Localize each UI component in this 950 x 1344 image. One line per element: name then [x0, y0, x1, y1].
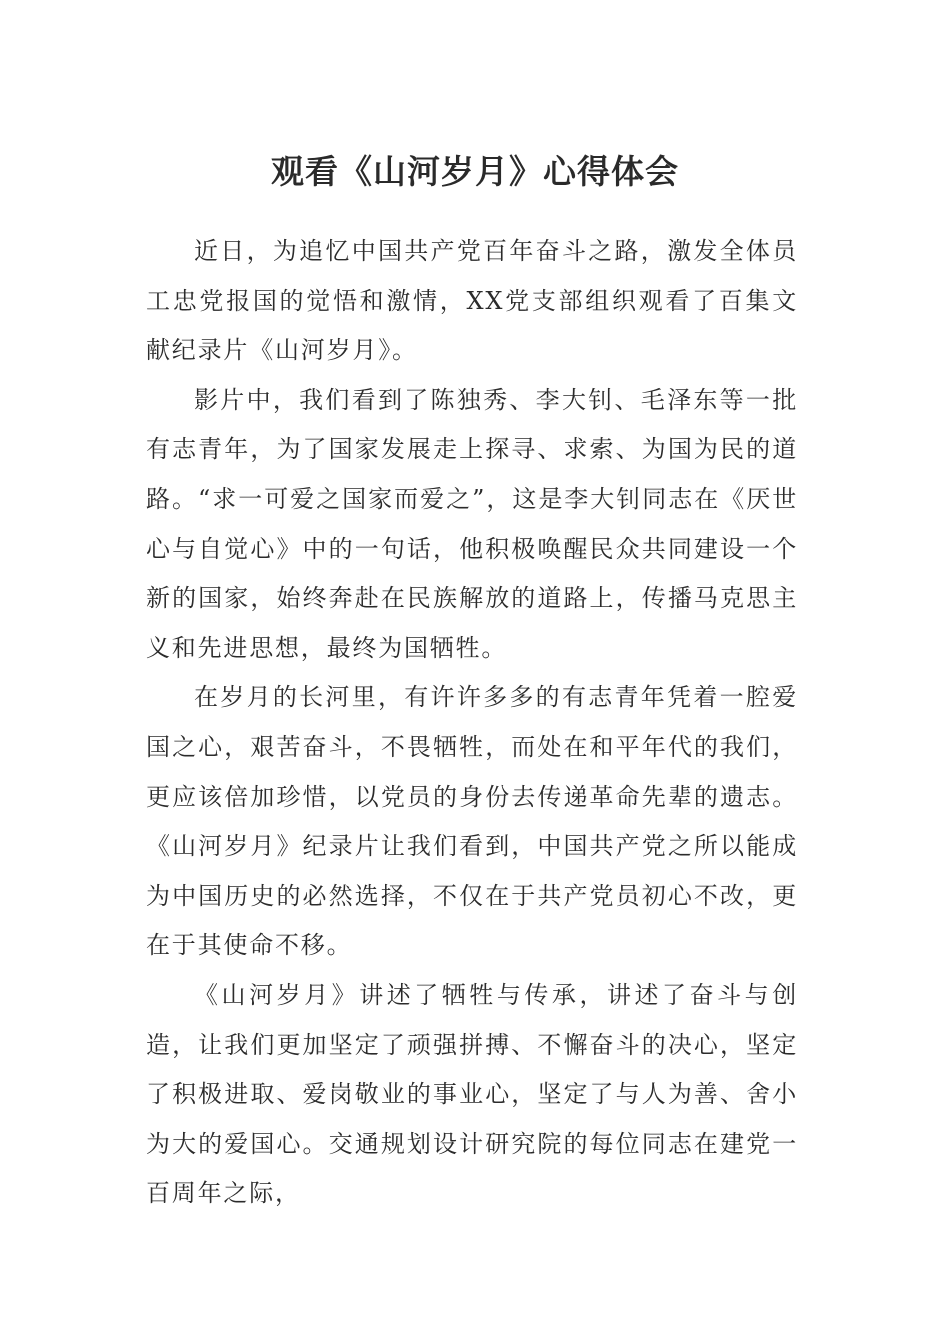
paragraph-3: 在岁月的长河里，有许许多多的有志青年凭着一腔爱国之心，艰苦奋斗，不畏牺牲，而处在和平年代的我们，更应该倍加珍惜，以党员的身份去传递革命先辈的遗志。《山河岁月》纪录片让我们看到，中国共产党之所以能成为中国历史的必然选择，不仅在于共产党员初心不改，更在于其使命不移。	[146, 683, 798, 960]
document-body	[146, 227, 798, 1219]
document-title: 观看《山河岁月》心得体会	[271, 152, 679, 191]
paragraph-2: 影片中，我们看到了陈独秀、李大钊、毛泽东等一批有志青年，为了国家发展走上探寻、求索、为国为民的道路。“求一可爱之国家而爱之”，这是李大钊同志在《厌世心与自觉心》中的一句话，他积极唤醒民众共同建设一个新的国家，始终奔赴在民族解放的道路上，传播马克思主义和先进思想，最终为国牺牲。	[146, 385, 798, 662]
paragraph-4: 《山河岁月》讲述了牺牲与传承，讲述了奋斗与创造，让我们更加坚定了顽强拼搏、不懈奋斗的决心，坚定了积极进取、爱岗敬业的事业心，坚定了与人为善、舍小为大的爱国心。交通规划设计研究院的每位同志在建党一百周年之际，	[146, 980, 798, 1208]
paragraph-1: 近日，为追忆中国共产党百年奋斗之路，激发全体员工忠党报国的觉悟和激情，XX党支部组织观看了百集文献纪录片《山河岁月》。	[146, 237, 798, 365]
